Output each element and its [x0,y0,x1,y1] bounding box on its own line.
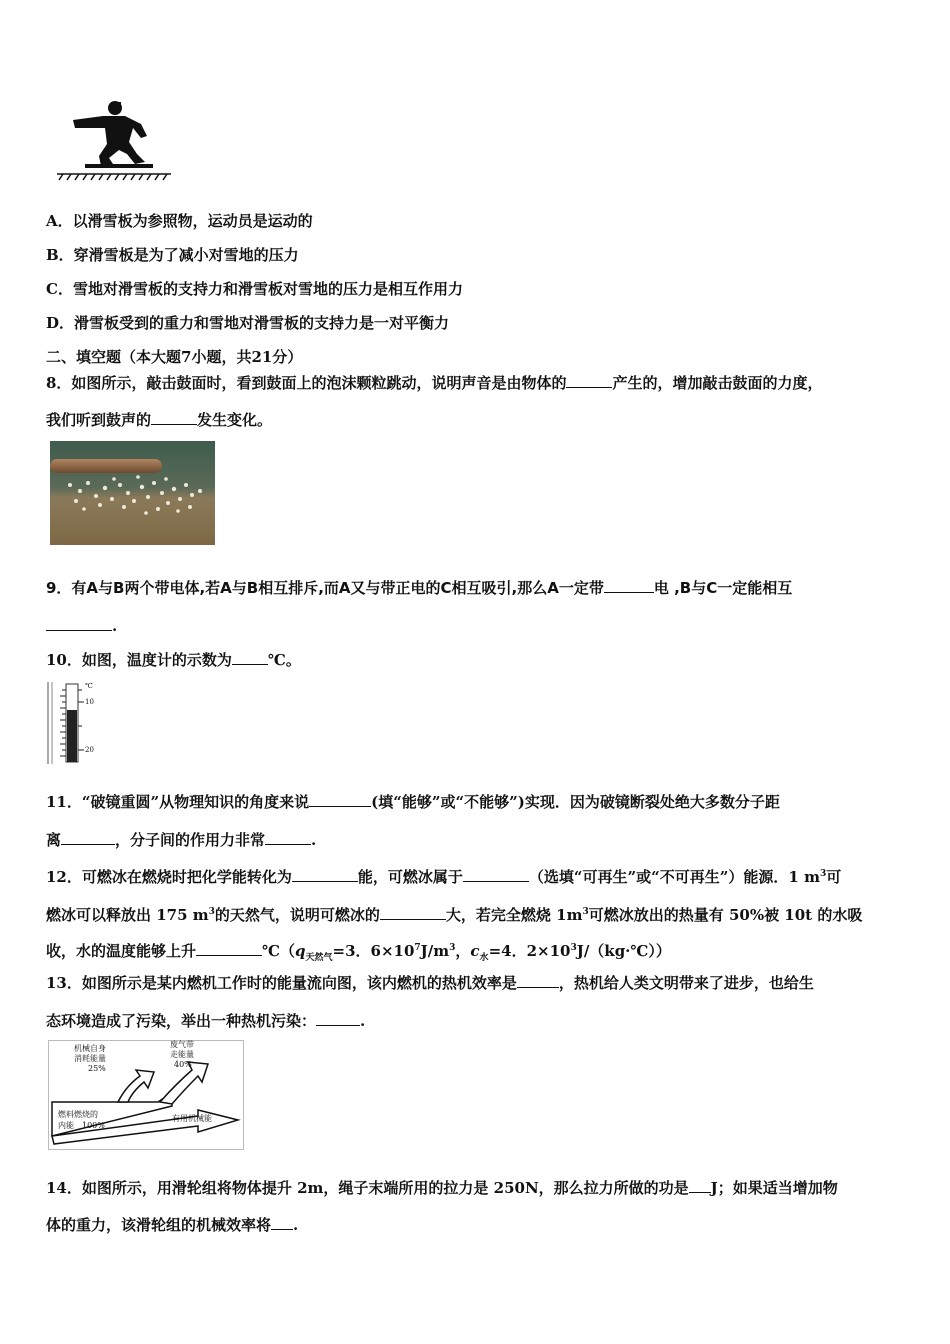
q12-line3: 收，水的温度能够上升 $℃(q_{天然气}=3$．$6\times 10^7J/m^3$，$c_水=4$．$2\times 10^3J/(kg\cdot℃)$） [46,942,671,963]
skier-body-icon [73,101,153,168]
q11-line2: 离 ，分子间的作用力非常 . [46,831,317,849]
exhaust-label-2: 走能量 [170,1050,194,1059]
ground-hatch-icon [57,174,171,180]
q8-blank-1[interactable] [566,373,612,388]
self-loss-percent: 25% [88,1064,106,1073]
self-loss-label-2: 消耗能量 [74,1054,106,1063]
self-loss-label: 机械自身 [74,1044,106,1053]
q12-blank-4[interactable] [196,941,262,956]
q11-blank-2[interactable] [61,830,115,845]
thermometer-unit: ℃ [85,682,93,690]
q12-line2: 燃冰可以释放出 175 $m^3$的天然气，说明可燃冰的 大，若完全燃烧 $1m^3$可燃冰放出的热量有 50%被 10t 的水吸 [46,906,863,924]
q10-line: 10．如图，温度计的示数为 ℃。 [46,651,301,669]
q14-line2: 体的重力，该滑轮组的机械效率将 . [46,1216,299,1234]
q9-blank-2[interactable] [46,616,112,631]
q13-line2: 态环境造成了污染，举出一种热机污染： . [46,1012,366,1030]
q14-blank-2[interactable] [271,1215,293,1230]
q13-line1: 13．如图所示是某内燃机工作时的能量流向图，该内燃机的热机效率是 ，热机给人类文明带来了进步，也给生 [46,974,814,992]
useful-energy-label: 有用机械能 [172,1114,212,1123]
exhaust-percent: 40% [174,1060,192,1069]
q7-option-b: B．穿滑雪板是为了减小对雪地的压力 [46,246,299,264]
q10-blank[interactable] [232,650,268,665]
q9-line1: 9．有A与B两个带电体,若A与B相互排斥,而A又与带正电的C相互吸引,那么A一定带 电 ,B与C一定能相互 [46,579,793,597]
q13-blank-1[interactable] [517,973,559,988]
fuel-energy-label-2: 内能 100% [58,1121,105,1130]
q11-line1: 11．“破镜重圆”从物理知识的角度来说 (填“能够”或“不能够”)实现．因为破镜断裂处绝大多数分子距 [46,793,780,811]
q12-blank-2[interactable] [463,867,529,882]
q8-line2: 我们听到鼓声的 发生变化。 [46,411,273,429]
q7-option-c: C．雪地对滑雪板的支持力和滑雪板对雪地的压力是相互作用力 [46,280,463,298]
q11-blank-3[interactable] [265,830,311,845]
q12-line1: 12．可燃冰在燃烧时把化学能转化为 能，可燃冰属于 （选填“可再生”或“不可再生”）能源．1 $m^3$可 [46,868,842,886]
thermometer-figure [46,682,98,764]
section-title: 二、填空题（本大题7小题，共21分） [46,348,303,366]
q7-option-a: A．以滑雪板为参照物，运动员是运动的 [46,212,313,230]
energy-flow-diagram [48,1040,244,1150]
q11-blank-1[interactable] [309,792,371,807]
exhaust-label: 废气带 [170,1040,194,1049]
q8-line1: 8．如图所示，敲击鼓面时，看到鼓面上的泡沫颗粒跳动，说明声音是由物体的 产生的，增加敲击鼓面的力度， [46,374,823,392]
q12-blank-1[interactable] [292,867,358,882]
q14-line1: 14．如图所示，用滑轮组将物体提升 2m，绳子末端所用的拉力是 250N，那么拉力所做的功是 J；如果适当增加物 [46,1179,838,1197]
drum-foam-photo [50,441,215,545]
fuel-energy-label: 燃料燃烧的 [58,1110,98,1119]
q7-option-d: D．滑雪板受到的重力和雪地对滑雪板的支持力是一对平衡力 [46,314,450,332]
q9-line2: . [46,616,117,636]
q13-blank-2[interactable] [316,1011,360,1026]
q14-blank-1[interactable] [689,1178,711,1193]
thermometer-tick-top: 10 [85,698,94,706]
q9-blank-1[interactable] [604,578,654,593]
skier-figure [55,98,175,182]
thermometer-tick-bottom: 20 [85,746,94,754]
q8-blank-2[interactable] [151,410,197,425]
q12-blank-3[interactable] [380,905,446,920]
drumstick-icon [50,459,162,473]
